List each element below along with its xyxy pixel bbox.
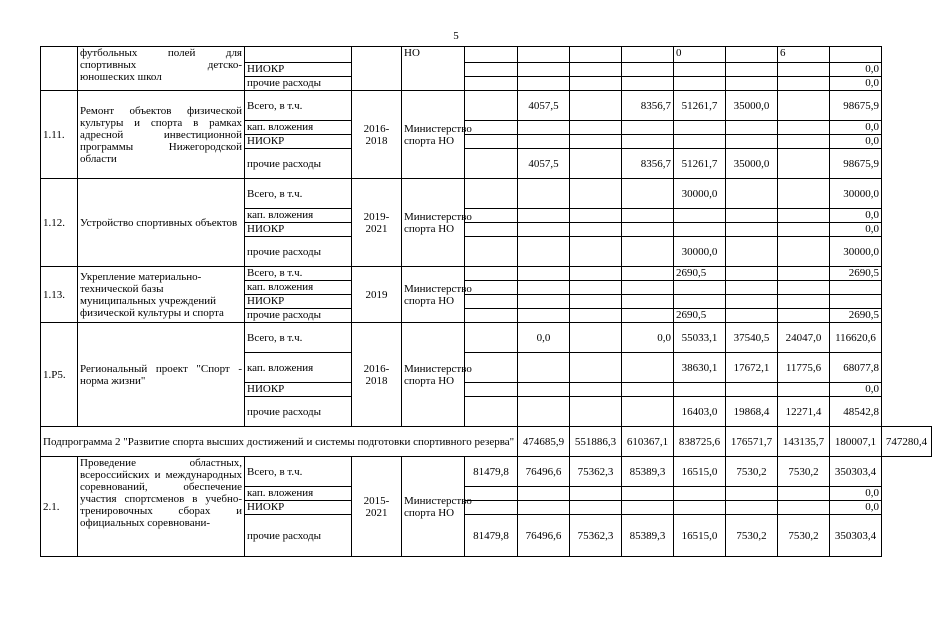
value-cell: 6 (778, 47, 830, 63)
value-cell: 2690,5 (674, 309, 726, 323)
item-name-cell: Ремонт объектов физической культуры и спорта в рамках адресной инвестиционной программы Нижегородской области (78, 91, 245, 179)
total-cell: 116620,6 (830, 323, 882, 353)
value-cell: 7530,2 (726, 515, 778, 557)
type-cell: НИОКР (245, 501, 352, 515)
type-cell (245, 47, 352, 63)
type-cell: кап. вложения (245, 487, 352, 501)
years-cell: 2019 (352, 267, 402, 323)
type-cell: прочие расходы (245, 237, 352, 267)
type-cell: кап. вложения (245, 281, 352, 295)
table-row (41, 47, 932, 63)
value-cell: 474685,9 (518, 427, 570, 457)
value-cell: 38630,1 (674, 353, 726, 383)
subprogram-row (41, 427, 932, 457)
value-cell: 76496,6 (518, 515, 570, 557)
executor-cell: Министерство спорта НО (402, 267, 465, 323)
value-cell: 51261,7 (674, 149, 726, 179)
value-cell: 551886,3 (570, 427, 622, 457)
subprogram-title: Подпрограмма 2 "Развитие спорта высших достижений и системы подготовки спортивного резерва" (41, 427, 518, 457)
total-cell: 0,0 (830, 135, 882, 149)
executor-cell: Министерство спорта НО (402, 91, 465, 179)
value-cell: 7530,2 (778, 515, 830, 557)
years-cell: 2019-2021 (352, 179, 402, 267)
value-cell: 610367,1 (622, 427, 674, 457)
num-cell: 1.Р5. (41, 323, 78, 427)
value-cell: 37540,5 (726, 323, 778, 353)
item-name-cell: Региональный проект "Спорт - норма жизни" (78, 323, 245, 427)
type-cell: НИОКР (245, 135, 352, 149)
value-cell: 0,0 (622, 323, 674, 353)
value-cell: 17672,1 (726, 353, 778, 383)
page-number: 5 (453, 30, 459, 42)
total-cell: 350303,4 (830, 457, 882, 487)
type-cell: кап. вложения (245, 209, 352, 223)
value-cell: 75362,3 (570, 457, 622, 487)
value-cell: 75362,3 (570, 515, 622, 557)
total-cell: 0,0 (830, 383, 882, 397)
total-cell: 30000,0 (830, 179, 882, 209)
type-cell: прочие расходы (245, 149, 352, 179)
total-cell: 68077,8 (830, 353, 882, 383)
type-cell: НИОКР (245, 63, 352, 77)
years-cell: 2016-2018 (352, 91, 402, 179)
table-row (41, 179, 932, 209)
value-cell: 12271,4 (778, 397, 830, 427)
type-cell: прочие расходы (245, 309, 352, 323)
table-row (41, 91, 932, 121)
num-cell: 1.11. (41, 91, 78, 179)
value-cell: 7530,2 (726, 457, 778, 487)
value-cell: 143135,7 (778, 427, 830, 457)
total-cell: 2690,5 (830, 309, 882, 323)
total-cell: 30000,0 (830, 237, 882, 267)
type-cell: Всего, в т.ч. (245, 323, 352, 353)
years-cell: 2015-2021 (352, 457, 402, 557)
value-cell: 19868,4 (726, 397, 778, 427)
value-cell: 24047,0 (778, 323, 830, 353)
value-cell: 16515,0 (674, 457, 726, 487)
value-cell: 176571,7 (726, 427, 778, 457)
total-cell: 747280,4 (882, 427, 932, 457)
value-cell: 35000,0 (726, 91, 778, 121)
value-cell: 7530,2 (778, 457, 830, 487)
num-cell: 2.1. (41, 457, 78, 557)
total-cell: 0,0 (830, 77, 882, 91)
value-cell: 838725,6 (674, 427, 726, 457)
total-cell: 48542,8 (830, 397, 882, 427)
type-cell: Всего, в т.ч. (245, 267, 352, 281)
type-cell: Всего, в т.ч. (245, 91, 352, 121)
executor-cell: Министерство спорта НО (402, 179, 465, 267)
value-cell: 30000,0 (674, 179, 726, 209)
value-cell: 180007,1 (830, 427, 882, 457)
years-cell (352, 47, 402, 91)
type-cell: Всего, в т.ч. (245, 457, 352, 487)
table-row (41, 323, 932, 353)
executor-cell: НО (402, 47, 465, 91)
value-cell: 8356,7 (622, 149, 674, 179)
total-cell: 350303,4 (830, 515, 882, 557)
value-cell: 30000,0 (674, 237, 726, 267)
value-cell: 2690,5 (674, 267, 726, 281)
type-cell: НИОКР (245, 295, 352, 309)
value-cell: 55033,1 (674, 323, 726, 353)
value-cell: 16515,0 (674, 515, 726, 557)
total-cell: 2690,5 (830, 267, 882, 281)
value-cell: 11775,6 (778, 353, 830, 383)
total-cell: 0,0 (830, 121, 882, 135)
type-cell: прочие расходы (245, 77, 352, 91)
type-cell: кап. вложения (245, 353, 352, 383)
value-cell: 35000,0 (726, 149, 778, 179)
value-cell: 0,0 (518, 323, 570, 353)
value-cell: 76496,6 (518, 457, 570, 487)
total-cell: 0,0 (830, 63, 882, 77)
value-cell: 8356,7 (622, 91, 674, 121)
item-name-cell: Укрепление материально-технической базы муниципальных учреждений физической культуры и спорта (78, 267, 245, 323)
value-cell: 85389,3 (622, 457, 674, 487)
table-row (41, 457, 932, 487)
value-cell: 51261,7 (674, 91, 726, 121)
budget-table (40, 46, 932, 557)
type-cell: НИОКР (245, 383, 352, 397)
type-cell: кап. вложения (245, 121, 352, 135)
type-cell: прочие расходы (245, 515, 352, 557)
executor-cell: Министерство спорта НО (402, 323, 465, 427)
years-cell: 2016-2018 (352, 323, 402, 427)
table-row (41, 267, 932, 281)
item-name-cell: Проведение областных, всероссийских и международных соревнований, обеспечение участия спортсменов в учебно-тренировочных сборах и официальных соревновани- (78, 457, 245, 557)
value-cell: 4057,5 (518, 91, 570, 121)
value-cell: 4057,5 (518, 149, 570, 179)
value-cell: 85389,3 (622, 515, 674, 557)
total-cell: 0,0 (830, 209, 882, 223)
num-cell (41, 47, 78, 91)
total-cell: 0,0 (830, 501, 882, 515)
total-cell: 98675,9 (830, 91, 882, 121)
value-cell: 0 (674, 47, 726, 63)
value-cell: 81479,8 (465, 515, 518, 557)
type-cell: Всего, в т.ч. (245, 179, 352, 209)
value-cell: 16403,0 (674, 397, 726, 427)
total-cell: 98675,9 (830, 149, 882, 179)
total-cell: 0,0 (830, 487, 882, 501)
type-cell: прочие расходы (245, 397, 352, 427)
item-name-cell: футбольных полей для спортивных детско- юношеских школ (78, 47, 245, 91)
total-cell: 0,0 (830, 223, 882, 237)
num-cell: 1.13. (41, 267, 78, 323)
item-name-cell: Устройство спортивных объектов (78, 179, 245, 267)
type-cell: НИОКР (245, 223, 352, 237)
num-cell: 1.12. (41, 179, 78, 267)
value-cell: 81479,8 (465, 457, 518, 487)
executor-cell: Министерство спорта НО (402, 457, 465, 557)
